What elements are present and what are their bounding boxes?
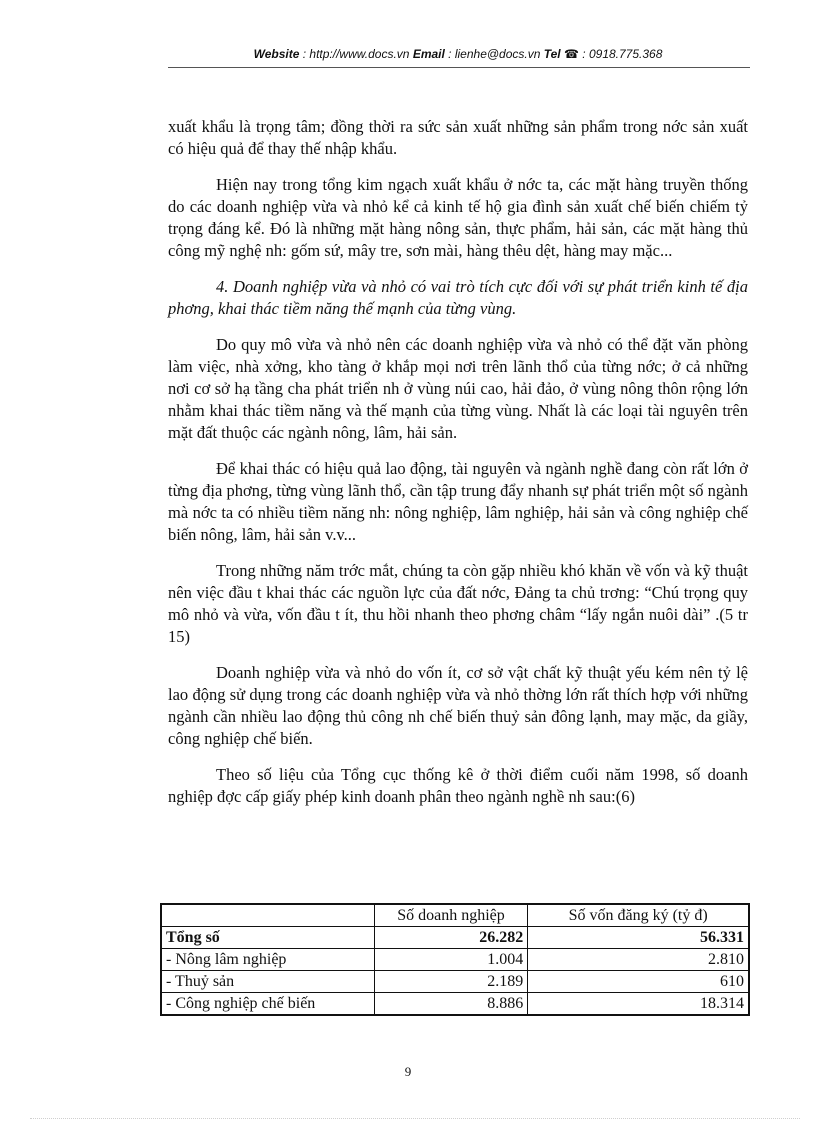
table-cell: 8.886	[374, 993, 528, 1016]
footer-divider	[30, 1118, 800, 1119]
table-cell: 26.282	[374, 927, 528, 949]
table-cell: - Nông lâm nghiệp	[161, 949, 374, 971]
table-cell: 56.331	[528, 927, 749, 949]
table-cell: 610	[528, 971, 749, 993]
table-row	[161, 993, 749, 1016]
paragraph: xuất khẩu là trọng tâm; đồng thời ra sức sản xuất những sản phẩm trong nớc sản xuất có hiệu quả để thay thế nhập khẩu.	[168, 117, 748, 158]
header-divider	[168, 67, 750, 68]
section-heading: 4. Doanh nghiệp vừa và nhỏ có vai trò tích cực đối với sự phát triển kinh tế địa phơng, khai thác tiềm năng thế mạnh của từng vùng.	[168, 277, 748, 318]
table-header-cell: Số doanh nghiệp	[374, 904, 528, 927]
table-cell: Tổng số	[161, 927, 374, 949]
page-header	[168, 47, 748, 61]
email-value: : lienhe@docs.vn	[448, 47, 541, 61]
table-cell: 2.189	[374, 971, 528, 993]
table-cell: 1.004	[374, 949, 528, 971]
table-cell: 18.314	[528, 993, 749, 1016]
phone-icon: ☎	[564, 47, 579, 61]
tel-value: : 0918.775.368	[582, 47, 663, 61]
table-header-row	[161, 904, 749, 927]
paragraph: Doanh nghiệp vừa và nhỏ do vốn ít, cơ sở vật chất kỹ thuật yếu kém nên tỷ lệ lao động sử dụng trong các doanh nghiệp vừa và nhỏ thờng lớn rất thích hợp với những ngành cần nhiều lao động thủ công nh chế biến thuỷ sản đông lạnh, may mặc, da giầy, công nghiệp chế biến.	[168, 663, 748, 748]
page-number: 9	[404, 1064, 412, 1079]
table-row	[161, 949, 749, 971]
website-label: Website	[253, 47, 300, 61]
paragraph: Theo số liệu của Tổng cục thống kê ở thời điểm cuối năm 1998, số doanh nghiệp đợc cấp giấy phép kinh doanh phân theo ngành nghề nh sau:(6)	[168, 765, 748, 806]
table-cell: 2.810	[528, 949, 749, 971]
enterprise-statistics-table	[160, 903, 750, 1016]
table-row	[161, 971, 749, 993]
table-header-cell	[161, 904, 374, 927]
table-header-cell: Số vốn đăng ký (tỷ đ)	[528, 904, 749, 927]
table-cell: - Công nghiệp chế biến	[161, 993, 374, 1016]
website-value: : http://www.docs.vn	[302, 47, 410, 61]
paragraph: Trong những năm trớc mắt, chúng ta còn gặp nhiều khó khăn về vốn và kỹ thuật nên việc đầu t khai thác các nguồn lực của đất nớc, Đảng ta chủ trơng: “Chú trọng quy mô nhỏ và vừa, vốn đầu t ít, thu hồi nhanh theo phơng châm “lấy ngắn nuôi dài” .(5 tr 15)	[168, 561, 748, 646]
email-label: Email	[412, 47, 445, 61]
paragraph: Do quy mô vừa và nhỏ nên các doanh nghiệp vừa và nhỏ có thể đặt văn phòng làm việc, nhà xởng, kho tàng ở khắp mọi nơi trên lãnh thổ của từng nớc; ở cả những nơi cơ sở hạ tầng cha phát triển nh ở vùng núi cao, hải đảo, ở vùng nông thôn rộng lớn nhằm khai thác tiềm năng và thế mạnh của từng vùng. Nhất là các loại tài nguyên trên mặt đất thuộc các ngành nông, lâm, hải sản.	[168, 335, 748, 442]
paragraph: Để khai thác có hiệu quả lao động, tài nguyên và ngành nghề đang còn rất lớn ở từng địa phơng, từng vùng lãnh thổ, cần tập trung đẩy nhanh sự phát triển một số ngành mà nớc ta có nhiều tiềm năng nh: nông nghiệp, lâm nghiệp, hải sản và công nghiệp chế biến nông, lâm, hải sản v.v...	[168, 459, 748, 544]
tel-label: Tel	[543, 47, 561, 61]
document-body	[168, 116, 748, 822]
paragraph: Hiện nay trong tổng kim ngạch xuất khẩu ở nớc ta, các mặt hàng truyền thống do các doanh nghiệp vừa và nhỏ kể cả kinh tế hộ gia đình sản xuất chế biến chiếm tỷ trọng đáng kể. Đó là những mặt hàng nông sản, thực phẩm, hải sản, các mặt hàng thủ công mỹ nghệ nh: gốm sứ, mây tre, sơn mài, hàng thêu dệt, hàng may mặc...	[168, 175, 748, 260]
table-cell: - Thuỷ sản	[161, 971, 374, 993]
table-row-total	[161, 927, 749, 949]
